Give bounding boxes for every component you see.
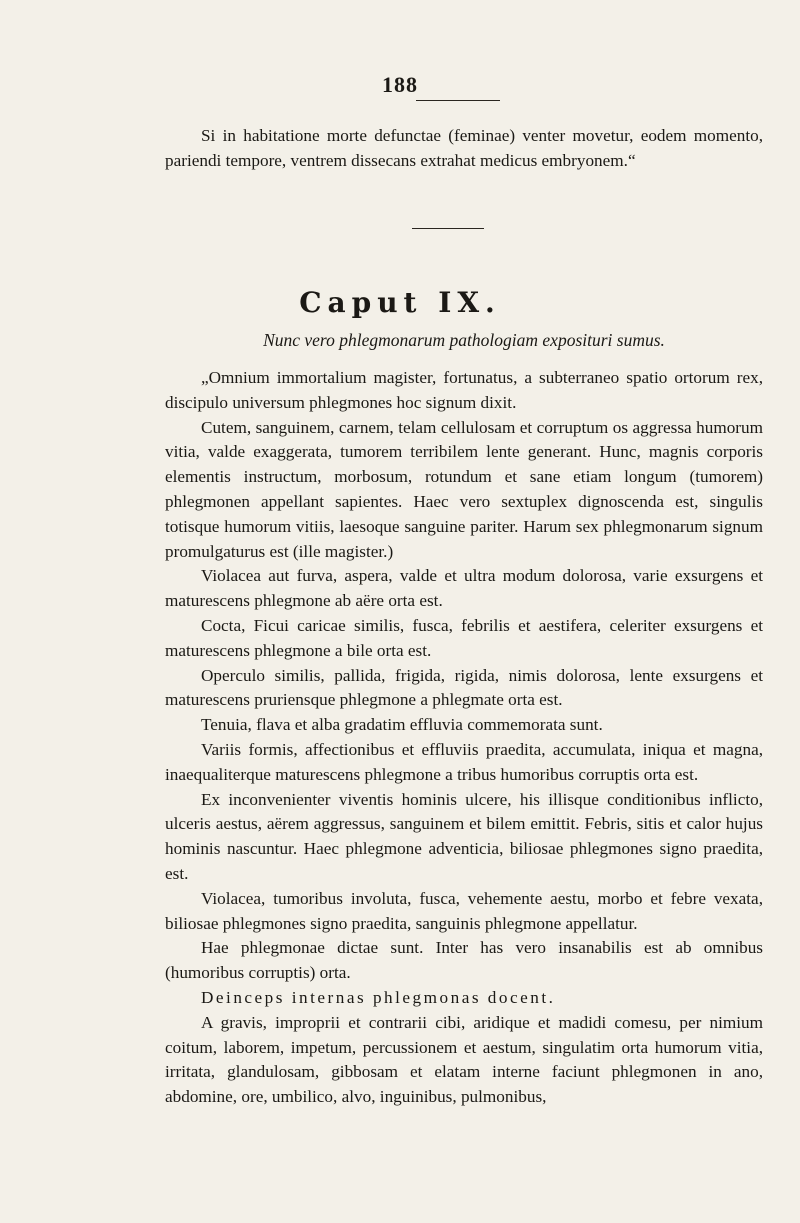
paragraph: Variis formis, affectionibus et effluviis praedita, accumulata, iniqua et magna, inaequaliterque maturescens phlegmone a tribus humoribus corruptis orta est. — [165, 739, 763, 784]
paragraph: A gravis, improprii et contrarii cibi, aridique et madidi comesu, per nimium coitum, laborem, impetum, percussionem et aestum, singulatim orta humorum vitia, irritata, glandulosam, gibbosam et elatam interne faciunt phlegmonen in ano, abdomine, ore, umbilico, alvo, inguinibus, pulmonibus, — [165, 1012, 763, 1107]
paragraph: Tenuia, flava et alba gradatim effluvia commemorata sunt. — [201, 715, 603, 735]
paragraph: Violacea, tumoribus involuta, fusca, vehemente aestu, morbo et febre vexata, biliosae phlegmones signo praedita, sanguinis phlegmone appellatur. — [165, 888, 763, 933]
section-divider — [412, 228, 484, 229]
paragraph: Deinceps internas phlegmonas docent. — [201, 987, 556, 1007]
chapter-body — [165, 366, 763, 1110]
paragraph: Violacea aut furva, aspera, valde et ultra modum dolorosa, varie exsurgens et maturescens phlegmone ab aëre orta est. — [165, 566, 763, 611]
paragraph: Ex inconvenienter viventis hominis ulcere, his illisque conditionibus inflicto, ulceris aestus, aërem aggressus, sanguinem et bilem emittit. Febris, sitis et calor hujus hominis nascuntur. Haec phlegmone adventicia, biliosae phlegmones signo praedita, est. — [165, 789, 763, 883]
paragraph: Hae phlegmonae dictae sunt. Inter has vero insanabilis est ab omnibus (humoribus corruptis) orta. — [165, 938, 763, 983]
page-number: 188 — [382, 72, 418, 97]
paragraph: Cocta, Ficui caricae similis, fusca, febrilis et aestifera, celeriter exsurgens et maturescens phlegmone a bile orta est. — [165, 615, 763, 660]
paragraph: Cutem, sanguinem, carnem, telam cellulosam et corruptum os aggressa humorum vitia, valde exaggerata, tumorem terribilem lente generant. Hunc, magnis corporis elementis instructum, morbosum, rotundum et sane etiam longum (tumorem) phlegmonen appellant sapientes. Haec vero sextuplex dignoscenda est, singulis totisque humorum vitiis, laesoque sanguine pariter. Harum sex phlegmonarum signum promulgaturus est (ille magister.) — [165, 417, 763, 561]
paragraph: Operculo similis, pallida, frigida, rigida, nimis dolorosa, lente exsurgens et maturescens pruriensque phlegmone a phlegmate orta est. — [165, 665, 763, 710]
page-number-rule — [416, 100, 500, 101]
chapter-heading: Caput IX. — [299, 286, 501, 319]
opening-paragraph: Si in habitatione morte defunctae (feminae) venter movetur, eodem momento, pariendi tempore, ventrem dissecans extrahat medicus embryonem.“ — [165, 126, 763, 170]
paragraph: „Omnium immortalium magister, fortunatus, a subterraneo spatio ortorum rex, discipulo universum phlegmones hoc signum dixit. — [165, 368, 763, 412]
opening-text — [165, 124, 763, 174]
chapter-subtitle: Nunc vero phlegmonarum pathologiam exposituri sumus. — [263, 330, 665, 350]
